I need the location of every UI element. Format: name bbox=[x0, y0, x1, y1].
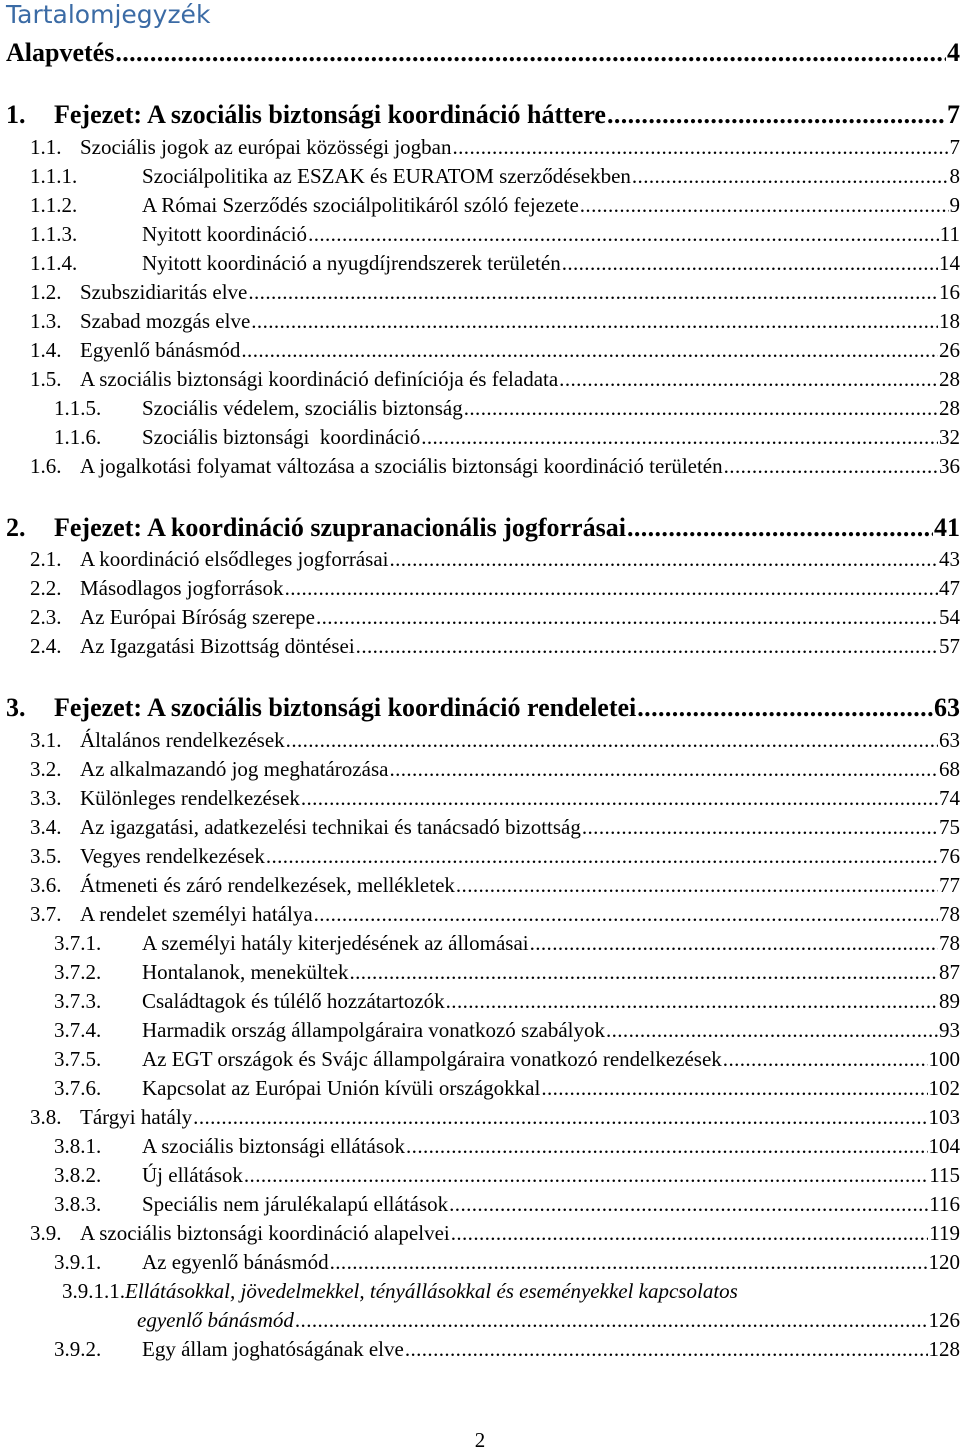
toc-entry-title: A jogalkotási folyamat változása a szociális biztonsági koordináció területén bbox=[80, 454, 723, 478]
toc-entry[interactable] bbox=[0, 757, 960, 782]
toc-entry-title: Vegyes rendelkezések bbox=[80, 844, 265, 868]
toc-entry-page: 119 bbox=[929, 1221, 960, 1245]
toc-entry-number: 3.9.1. bbox=[54, 1250, 102, 1274]
toc-entry-title: Egy állam joghatóságának elve bbox=[142, 1337, 404, 1361]
toc-entry-title: A személyi hatály kiterjedésének az állomásai bbox=[142, 931, 529, 955]
toc-entry[interactable] bbox=[0, 396, 960, 421]
toc-entry-page: 75 bbox=[939, 815, 960, 839]
toc-entry-page: 100 bbox=[928, 1047, 960, 1071]
toc-entry-page: 115 bbox=[929, 1163, 960, 1187]
toc-entry-number: 2.4. bbox=[30, 634, 62, 658]
toc-entry-number: 3.8. bbox=[30, 1105, 62, 1129]
toc-entry-page: 104 bbox=[928, 1134, 960, 1158]
toc-entry-number: 3.7.4. bbox=[54, 1018, 102, 1042]
toc-entry-number: 1. bbox=[6, 100, 26, 129]
toc-entry[interactable] bbox=[0, 1018, 960, 1043]
toc-entry-number: 1.1.1. bbox=[30, 164, 78, 188]
toc-entry-page: 63 bbox=[939, 728, 960, 752]
toc-leader-dots bbox=[316, 605, 938, 630]
toc-leader-dots bbox=[286, 728, 938, 753]
toc-entry-title: Az egyenlő bánásmód bbox=[142, 1250, 329, 1274]
toc-entry-title: Harmadik ország állampolgáraira vonatkozó szabályok bbox=[142, 1018, 605, 1042]
toc-leader-dots bbox=[248, 280, 938, 305]
toc-entry[interactable] bbox=[0, 873, 960, 898]
toc-entry-page: 63 bbox=[934, 693, 960, 722]
toc-entry[interactable] bbox=[0, 338, 960, 363]
toc-leader-dots bbox=[266, 844, 938, 869]
toc-entry-page: 4 bbox=[947, 38, 960, 67]
toc-entry-title: Fejezet: A koordináció szupranacionális jogforrásai bbox=[54, 513, 626, 542]
toc-entry-number: 3.7.1. bbox=[54, 931, 102, 955]
toc-entry-number: 3.9. bbox=[30, 1221, 62, 1245]
toc-entry[interactable] bbox=[0, 38, 960, 68]
toc-leader-dots bbox=[251, 309, 938, 334]
toc-entry-page: 54 bbox=[939, 605, 960, 629]
toc-leader-dots bbox=[464, 396, 938, 421]
toc-entry-number: 1.3. bbox=[30, 309, 62, 333]
toc-entry-title: A Római Szerződés szociálpolitikáról szóló fejezete bbox=[142, 193, 579, 217]
toc-entry-page: 28 bbox=[939, 396, 960, 420]
toc-entry-page: 32 bbox=[939, 425, 960, 449]
toc-leader-dots bbox=[193, 1105, 927, 1130]
toc-entry[interactable] bbox=[0, 1047, 960, 1072]
toc-entry-page: 76 bbox=[939, 844, 960, 868]
toc-entry[interactable] bbox=[0, 728, 960, 753]
toc-leader-dots bbox=[301, 786, 938, 811]
toc-entry[interactable] bbox=[0, 1163, 960, 1188]
toc-entry-page: 16 bbox=[939, 280, 960, 304]
toc-entry-number: 1.6. bbox=[30, 454, 62, 478]
toc-entry-number: 3.3. bbox=[30, 786, 62, 810]
toc-entry-number: 1.1. bbox=[30, 135, 62, 159]
toc-entry-number: 2.3. bbox=[30, 605, 62, 629]
toc-entry-number: 3.7. bbox=[30, 902, 62, 926]
toc-entry-number: 3.7.3. bbox=[54, 989, 102, 1013]
toc-entry[interactable] bbox=[0, 1250, 960, 1275]
toc-entry-page: 78 bbox=[939, 902, 960, 926]
toc-entry[interactable] bbox=[0, 931, 960, 956]
toc-entry-number: 3.4. bbox=[30, 815, 62, 839]
toc-entry-number: 3.8.2. bbox=[54, 1163, 102, 1187]
toc-leader-dots bbox=[582, 815, 938, 840]
toc-entry-title: Kapcsolat az Európai Unión kívüli országokkal bbox=[142, 1076, 541, 1100]
toc-entry-multiline[interactable] bbox=[62, 1279, 738, 1304]
toc-leader-dots bbox=[389, 757, 938, 782]
toc-leader-dots bbox=[330, 1250, 928, 1275]
toc-entry-number: 1.1.2. bbox=[30, 193, 78, 217]
toc-entry[interactable] bbox=[0, 1105, 960, 1130]
toc-entry[interactable] bbox=[0, 1192, 960, 1217]
toc-entry-page: 9 bbox=[949, 193, 960, 217]
toc-entry[interactable] bbox=[0, 367, 960, 392]
toc-entry[interactable] bbox=[0, 634, 960, 659]
toc-entry-page: 126 bbox=[928, 1308, 960, 1332]
toc-entry-number: 3.8.3. bbox=[54, 1192, 102, 1216]
toc-entry[interactable] bbox=[0, 605, 960, 630]
toc-leader-dots bbox=[356, 634, 938, 659]
toc-entry-number: 3. bbox=[6, 693, 26, 722]
toc-entry[interactable] bbox=[0, 989, 960, 1014]
toc-entry-title: Fejezet: A szociális biztonsági koordináció háttere bbox=[54, 100, 606, 129]
toc-entry-number: 3.2. bbox=[30, 757, 62, 781]
toc-entry-page: 47 bbox=[939, 576, 960, 600]
toc-entry[interactable] bbox=[0, 100, 960, 130]
toc-entry[interactable] bbox=[0, 135, 960, 160]
toc-entry-page: 68 bbox=[939, 757, 960, 781]
toc-leader-dots bbox=[541, 1076, 927, 1101]
toc-leader-dots bbox=[724, 454, 938, 479]
toc-entry-title: A koordináció elsődleges jogforrásai bbox=[80, 547, 389, 571]
toc-entry-title: Szociális védelem, szociális biztonság bbox=[142, 396, 463, 420]
toc-leader-dots bbox=[637, 693, 933, 723]
toc-entry-title: Másodlagos jogforrások bbox=[80, 576, 284, 600]
toc-leader-dots bbox=[607, 100, 946, 130]
toc-entry-title-line2: egyenlő bánásmód bbox=[137, 1308, 294, 1332]
toc-entry[interactable] bbox=[0, 222, 960, 247]
toc-entry-number: 3.9.1.1. bbox=[62, 1279, 125, 1303]
toc-entry-title: Az alkalmazandó jog meghatározása bbox=[80, 757, 389, 781]
toc-leader-dots bbox=[632, 164, 949, 189]
toc-entry[interactable] bbox=[0, 454, 960, 479]
toc-entry-page: 11 bbox=[939, 222, 960, 246]
toc-entry-title: Alapvetés bbox=[6, 38, 115, 67]
toc-entry-title: Egyenlő bánásmód bbox=[80, 338, 241, 362]
toc-entry-title: A szociális biztonsági koordináció alapelvei bbox=[80, 1221, 450, 1245]
toc-entry-title: Családtagok és túlélő hozzátartozók bbox=[142, 989, 445, 1013]
toc-entry[interactable] bbox=[0, 193, 960, 218]
page-number: 2 bbox=[474, 1428, 486, 1452]
toc-leader-dots bbox=[421, 425, 938, 450]
toc-entry-number: 1.4. bbox=[30, 338, 62, 362]
toc-entry[interactable] bbox=[0, 547, 960, 572]
toc-entry-page: 26 bbox=[939, 338, 960, 362]
toc-entry-page: 41 bbox=[934, 513, 960, 542]
toc-leader-dots bbox=[314, 902, 938, 927]
toc-entry-number: 1.1.3. bbox=[30, 222, 78, 246]
toc-entry-title: Nyitott koordináció a nyugdíjrendszerek területén bbox=[142, 251, 561, 275]
toc-entry-title: Az Igazgatási Bizottság döntései bbox=[80, 634, 355, 658]
toc-entry[interactable] bbox=[0, 1134, 960, 1159]
toc-leader-dots bbox=[449, 1192, 928, 1217]
toc-entry[interactable] bbox=[0, 164, 960, 189]
toc-entry-title: Szubszidiaritás elve bbox=[80, 280, 248, 304]
toc-leader-dots bbox=[453, 135, 949, 160]
toc-entry-page: 116 bbox=[929, 1192, 960, 1216]
toc-entry-number: 3.8.1. bbox=[54, 1134, 102, 1158]
toc-entry[interactable] bbox=[0, 693, 960, 723]
toc-entry-number: 1.2. bbox=[30, 280, 62, 304]
toc-entry-number: 2.1. bbox=[30, 547, 62, 571]
toc-entry-page: 128 bbox=[928, 1337, 960, 1361]
toc-leader-dots bbox=[406, 1134, 927, 1159]
toc-entry-title: Szociálpolitika az ESZAK és EURATOM szerződésekben bbox=[142, 164, 631, 188]
toc-entry[interactable] bbox=[0, 1221, 960, 1246]
toc-entry[interactable] bbox=[0, 280, 960, 305]
toc-entry[interactable] bbox=[0, 1308, 960, 1333]
toc-entry-page: 102 bbox=[928, 1076, 960, 1100]
toc-entry-title: Nyitott koordináció bbox=[142, 222, 308, 246]
toc-entry-page: 7 bbox=[947, 100, 960, 129]
toc-leader-dots bbox=[244, 1163, 928, 1188]
toc-entry[interactable] bbox=[0, 513, 960, 543]
toc-entry-number: 1.1.6. bbox=[54, 425, 102, 449]
toc-entry-page: 87 bbox=[939, 960, 960, 984]
toc-entry-number: 3.7.5. bbox=[54, 1047, 102, 1071]
toc-entry[interactable] bbox=[0, 786, 960, 811]
toc-entry-title-line1: Ellátásokkal, jövedelmekkel, tényállásokkal és eseményekkel kapcsolatos bbox=[125, 1279, 738, 1303]
toc-leader-dots bbox=[562, 251, 938, 276]
toc-leader-dots bbox=[456, 873, 938, 898]
toc-entry[interactable] bbox=[0, 576, 960, 601]
toc-entry-number: 3.1. bbox=[30, 728, 62, 752]
toc-entry-number: 1.1.4. bbox=[30, 251, 78, 275]
toc-entry[interactable] bbox=[0, 425, 960, 450]
toc-entry-page: 74 bbox=[939, 786, 960, 810]
toc-entry-number: 1.5. bbox=[30, 367, 62, 391]
toc-entry-page: 43 bbox=[939, 547, 960, 571]
toc-entry[interactable] bbox=[0, 251, 960, 276]
toc-entry-title: Átmeneti és záró rendelkezések, mellékletek bbox=[80, 873, 455, 897]
toc-entry-title: Általános rendelkezések bbox=[80, 728, 285, 752]
toc-entry-page: 120 bbox=[928, 1250, 960, 1274]
toc-entry-title: Speciális nem járulékalapú ellátások bbox=[142, 1192, 449, 1216]
toc-entry-title: Szabad mozgás elve bbox=[80, 309, 251, 333]
toc-entry[interactable] bbox=[0, 1076, 960, 1101]
toc-leader-dots bbox=[405, 1337, 928, 1362]
toc-entry-page: 93 bbox=[939, 1018, 960, 1042]
toc-entry-number: 3.6. bbox=[30, 873, 62, 897]
toc-leader-dots bbox=[115, 38, 946, 68]
toc-entry-title: A szociális biztonsági ellátások bbox=[142, 1134, 406, 1158]
toc-entry-number: 3.5. bbox=[30, 844, 62, 868]
toc-entry-title: Hontalanok, menekültek bbox=[142, 960, 349, 984]
toc-entry-title: Szociális biztonsági koordináció bbox=[142, 425, 421, 449]
toc-leader-dots bbox=[241, 338, 938, 363]
toc-entry[interactable] bbox=[0, 309, 960, 334]
toc-entry-page: 8 bbox=[949, 164, 960, 188]
toc-entry-number: 3.9.2. bbox=[54, 1337, 102, 1361]
toc-leader-dots bbox=[530, 931, 938, 956]
toc-entry-page: 77 bbox=[939, 873, 960, 897]
toc-entry-page: 28 bbox=[939, 367, 960, 391]
toc-entry-page: 103 bbox=[928, 1105, 960, 1129]
toc-entry-page: 36 bbox=[939, 454, 960, 478]
toc-entry-number: 2.2. bbox=[30, 576, 62, 600]
toc-entry-title: Az EGT országok és Svájc állampolgáraira vonatkozó rendelkezések bbox=[142, 1047, 722, 1071]
toc-entry-title: Tárgyi hatály bbox=[80, 1105, 193, 1129]
toc-entry[interactable] bbox=[0, 815, 960, 840]
toc-entry[interactable] bbox=[0, 1337, 960, 1362]
toc-leader-dots bbox=[723, 1047, 928, 1072]
toc-leader-dots bbox=[349, 960, 938, 985]
toc-entry-title: Új ellátások bbox=[142, 1163, 243, 1187]
toc-entry-number: 3.7.2. bbox=[54, 960, 102, 984]
toc-entry[interactable] bbox=[0, 844, 960, 869]
toc-entry-title: A rendelet személyi hatálya bbox=[80, 902, 313, 926]
toc-leader-dots bbox=[446, 989, 938, 1014]
toc-entry-number: 3.7.6. bbox=[54, 1076, 102, 1100]
toc-entry-title: Az Európai Bíróság szerepe bbox=[80, 605, 315, 629]
toc-leader-dots bbox=[295, 1308, 928, 1333]
toc-entry-page: 78 bbox=[939, 931, 960, 955]
toc-entry-page: 89 bbox=[939, 989, 960, 1013]
toc-leader-dots bbox=[451, 1221, 929, 1246]
toc-entry-title: Különleges rendelkezések bbox=[80, 786, 300, 810]
toc-entry-title: Az igazgatási, adatkezelési technikai és tanácsadó bizottság bbox=[80, 815, 581, 839]
toc-entry[interactable] bbox=[0, 902, 960, 927]
toc-leader-dots bbox=[606, 1018, 938, 1043]
toc-leader-dots bbox=[285, 576, 938, 601]
toc-entry-title: Szociális jogok az európai közösségi jogban bbox=[80, 135, 452, 159]
toc-entry-page: 7 bbox=[949, 135, 960, 159]
toc-leader-dots bbox=[308, 222, 939, 247]
toc-leader-dots bbox=[580, 193, 949, 218]
toc-leader-dots bbox=[559, 367, 938, 392]
toc-entry-number: 2. bbox=[6, 513, 26, 542]
toc-entry-title: A szociális biztonsági koordináció definíciója és feladata bbox=[80, 367, 559, 391]
toc-entry-number: 1.1.5. bbox=[54, 396, 102, 420]
toc-leader-dots bbox=[627, 513, 933, 543]
toc-entry-page: 14 bbox=[939, 251, 960, 275]
toc-entry-page: 18 bbox=[939, 309, 960, 333]
toc-leader-dots bbox=[390, 547, 939, 572]
toc-heading: Tartalomjegyzék bbox=[6, 0, 211, 29]
toc-entry-page: 57 bbox=[939, 634, 960, 658]
toc-entry-title: Fejezet: A szociális biztonsági koordináció rendeletei bbox=[54, 693, 637, 722]
toc-entry[interactable] bbox=[0, 960, 960, 985]
